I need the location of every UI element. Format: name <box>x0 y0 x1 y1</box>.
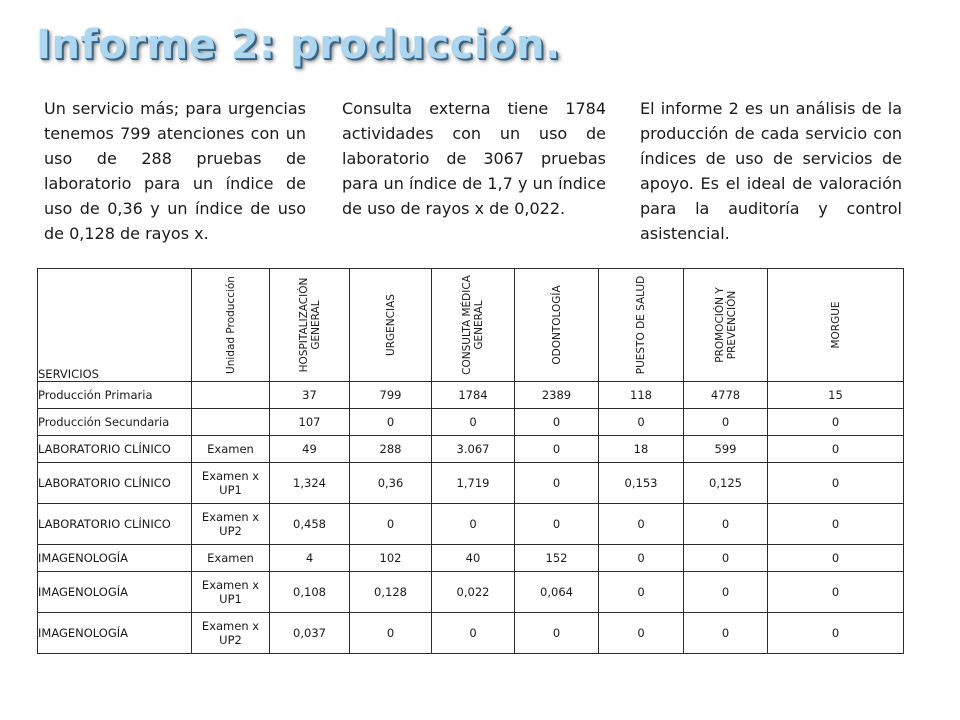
table-cell: 0 <box>432 504 515 545</box>
row-label: LABORATORIO CLÍNICO <box>38 504 192 545</box>
table-cell: 0 <box>350 409 432 436</box>
table-cell: 0 <box>684 572 768 613</box>
table-cell: 3.067 <box>432 436 515 463</box>
table-cell: 0,458 <box>270 504 350 545</box>
header-consulta <box>432 269 515 382</box>
header-label: PROMOCIÓN Y PREVENCIÓN <box>713 287 738 363</box>
row-label: IMAGENOLOGÍA <box>38 613 192 654</box>
row-label: Producción Secundaria <box>38 409 192 436</box>
table-cell: 0,36 <box>350 463 432 504</box>
table-cell: 0,153 <box>599 463 684 504</box>
table-cell: 0 <box>684 613 768 654</box>
table-cell: 118 <box>599 382 684 409</box>
table-cell: 0 <box>768 436 904 463</box>
table-cell: 0 <box>432 409 515 436</box>
table-row <box>38 436 904 463</box>
row-label: LABORATORIO CLÍNICO <box>38 463 192 504</box>
row-label: Producción Primaria <box>38 382 192 409</box>
table-cell: 0,108 <box>270 572 350 613</box>
row-unit: Examen x UP1 <box>192 572 270 613</box>
table-cell: 0,128 <box>350 572 432 613</box>
row-unit: Examen <box>192 545 270 572</box>
production-table <box>37 268 904 654</box>
table-cell: 37 <box>270 382 350 409</box>
row-label: LABORATORIO CLÍNICO <box>38 436 192 463</box>
table-cell: 0 <box>768 463 904 504</box>
table-cell: 599 <box>684 436 768 463</box>
table-cell: 18 <box>599 436 684 463</box>
header-puesto-salud <box>599 269 684 382</box>
table-cell: 0 <box>515 463 599 504</box>
table-row <box>38 382 904 409</box>
header-urgencias <box>350 269 432 382</box>
header-promocion <box>684 269 768 382</box>
paragraph-consulta-externa: Consulta externa tiene 1784 actividades con un uso de laboratorio de 3067 pruebas para un índice de 1,7 y un índice de uso de rayos x de 0,022. <box>342 99 606 218</box>
table-cell: 0 <box>350 504 432 545</box>
header-hospitalizacion <box>270 269 350 382</box>
table-cell: 0,064 <box>515 572 599 613</box>
table-cell: 0 <box>768 572 904 613</box>
table-row <box>38 613 904 654</box>
row-label: IMAGENOLOGÍA <box>38 545 192 572</box>
table-cell: 0 <box>599 504 684 545</box>
table-cell: 0 <box>768 545 904 572</box>
header-unidad-produccion <box>192 269 270 382</box>
header-label: CONSULTA MÉDICA GENERAL <box>461 275 485 375</box>
table-cell: 0 <box>599 545 684 572</box>
table-cell: 0 <box>515 504 599 545</box>
table-body <box>38 382 904 654</box>
header-servicios: SERVICIOS <box>38 269 192 382</box>
table-cell: 0 <box>599 572 684 613</box>
table-cell: 0 <box>599 409 684 436</box>
table-cell: 799 <box>350 382 432 409</box>
row-unit: Examen x UP2 <box>192 613 270 654</box>
table-cell: 0 <box>515 436 599 463</box>
table-cell: 2389 <box>515 382 599 409</box>
table-cell: 4 <box>270 545 350 572</box>
table-cell: 0,022 <box>432 572 515 613</box>
page-title: Informe 2: producción. <box>36 22 561 68</box>
row-unit: Examen x UP2 <box>192 504 270 545</box>
table-cell: 1,324 <box>270 463 350 504</box>
header-label: MORGUE <box>829 301 842 349</box>
table-cell: 288 <box>350 436 432 463</box>
table-cell: 0 <box>515 409 599 436</box>
table-cell: 15 <box>768 382 904 409</box>
table-cell: 1784 <box>432 382 515 409</box>
header-label: URGENCIAS <box>384 294 397 356</box>
header-label: PUESTO DE SALUD <box>635 275 647 375</box>
table-cell: 0 <box>599 613 684 654</box>
header-label: Unidad Producción <box>224 276 237 374</box>
table-cell: 40 <box>432 545 515 572</box>
table-cell: 0,125 <box>684 463 768 504</box>
table-cell: 0,037 <box>270 613 350 654</box>
table-cell: 102 <box>350 545 432 572</box>
table-cell: 0 <box>768 613 904 654</box>
table-cell: 0 <box>350 613 432 654</box>
table-cell: 0 <box>684 545 768 572</box>
header-morgue <box>768 269 904 382</box>
table-cell: 0 <box>684 504 768 545</box>
table-row <box>38 463 904 504</box>
row-label: IMAGENOLOGÍA <box>38 572 192 613</box>
header-odontologia <box>515 269 599 382</box>
row-unit: Examen <box>192 436 270 463</box>
row-unit <box>192 409 270 436</box>
row-unit: Examen x UP1 <box>192 463 270 504</box>
paragraph-informe-description: El informe 2 es un análisis de la producción de cada servicio con índices de uso de servicios de apoyo. Es el ideal de valoración para la auditoría y control asistencial. <box>640 99 902 243</box>
header-label: HOSPITALIZACIÓN GENERAL <box>297 277 322 373</box>
table-row <box>38 409 904 436</box>
table-row <box>38 504 904 545</box>
table-cell: 107 <box>270 409 350 436</box>
table-cell: 4778 <box>684 382 768 409</box>
table-cell: 1,719 <box>432 463 515 504</box>
table-header-row <box>38 269 904 382</box>
table-cell: 0 <box>684 409 768 436</box>
table-cell: 0 <box>432 613 515 654</box>
table-row <box>38 572 904 613</box>
paragraph-urgencias: Un servicio más; para urgencias tenemos 799 atenciones con un uso de 288 pruebas de laboratorio para un índice de uso de 0,36 y un índice de uso de 0,128 de rayos x. <box>44 99 306 243</box>
table-cell: 0 <box>515 613 599 654</box>
row-unit <box>192 382 270 409</box>
table-cell: 0 <box>768 409 904 436</box>
table-row <box>38 545 904 572</box>
table-cell: 49 <box>270 436 350 463</box>
table-cell: 0 <box>768 504 904 545</box>
table-cell: 152 <box>515 545 599 572</box>
header-label: ODONTOLOGÍA <box>550 285 563 365</box>
